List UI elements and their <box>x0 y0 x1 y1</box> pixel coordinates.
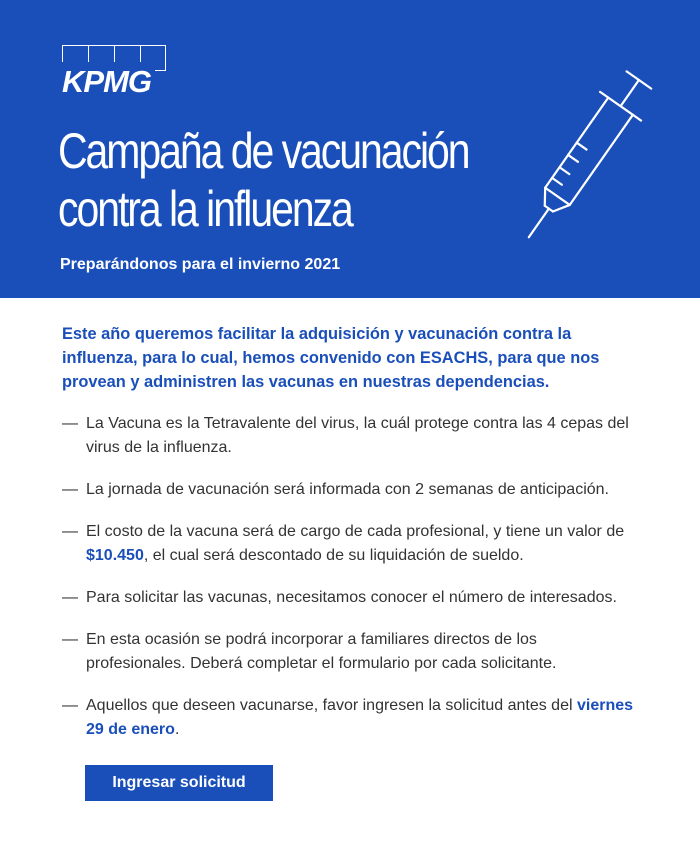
list-item <box>62 586 640 610</box>
list-item <box>62 628 640 676</box>
list-item-text-after: . <box>174 721 180 738</box>
list-item <box>62 478 640 502</box>
list-item-text-before: Aquellos que deseen vacunarse, favor ingresen la solicitud antes del <box>86 697 577 714</box>
main-content <box>0 298 700 801</box>
price-highlight: $10.450 <box>86 547 144 564</box>
dash-marker: — <box>62 523 78 540</box>
list-item-text: Para solicitar las vacunas, necesitamos conocer el número de interesados. <box>86 589 617 606</box>
dash-marker: — <box>62 415 78 432</box>
submit-request-button[interactable]: Ingresar solicitud <box>85 765 273 801</box>
dash-marker: — <box>62 589 78 606</box>
list-item-text <box>86 520 640 568</box>
list-item <box>62 694 640 742</box>
dash-marker: — <box>62 631 78 648</box>
kpmg-logo <box>62 45 182 100</box>
list-item <box>62 412 640 460</box>
header-banner <box>0 0 700 298</box>
list-item-text-after: , el cual será descontado de su liquidación de sueldo. <box>143 547 524 564</box>
info-list <box>62 412 640 742</box>
syringe-icon <box>510 55 660 260</box>
intro-paragraph: Este año queremos facilitar la adquisición y vacunación contra la influenza, para lo cual, hemos convenido con ESACHS, para que nos provean y administren las vacunas en nuestras dependencias. <box>62 325 600 391</box>
dash-marker: — <box>62 697 78 714</box>
list-item-text: La Vacuna es la Tetravalente del virus, la cuál protege contra las 4 cepas del virus de la influenza. <box>86 415 629 456</box>
logo-text: KPMG <box>62 62 155 102</box>
deadline-highlight: viernes 29 de enero <box>86 697 634 738</box>
title-line-1: Campaña de vacunación <box>58 123 469 179</box>
list-item-text: En esta ocasión se podrá incorporar a familiares directos de los profesionales. Deberá completar el formulario por cada solicitante. <box>86 631 557 672</box>
page-title <box>58 122 469 238</box>
page-subtitle: Preparándonos para el invierno 2021 <box>60 256 341 273</box>
list-item-text: La jornada de vacunación será informada con 2 semanas de anticipación. <box>86 481 609 498</box>
list-item-text-before: El costo de la vacuna será de cargo de cada profesional, y tiene un valor de <box>86 523 625 540</box>
dash-marker: — <box>62 481 78 498</box>
list-item-text <box>86 694 640 742</box>
list-item <box>62 520 640 568</box>
title-line-2: contra la influenza <box>58 181 352 237</box>
